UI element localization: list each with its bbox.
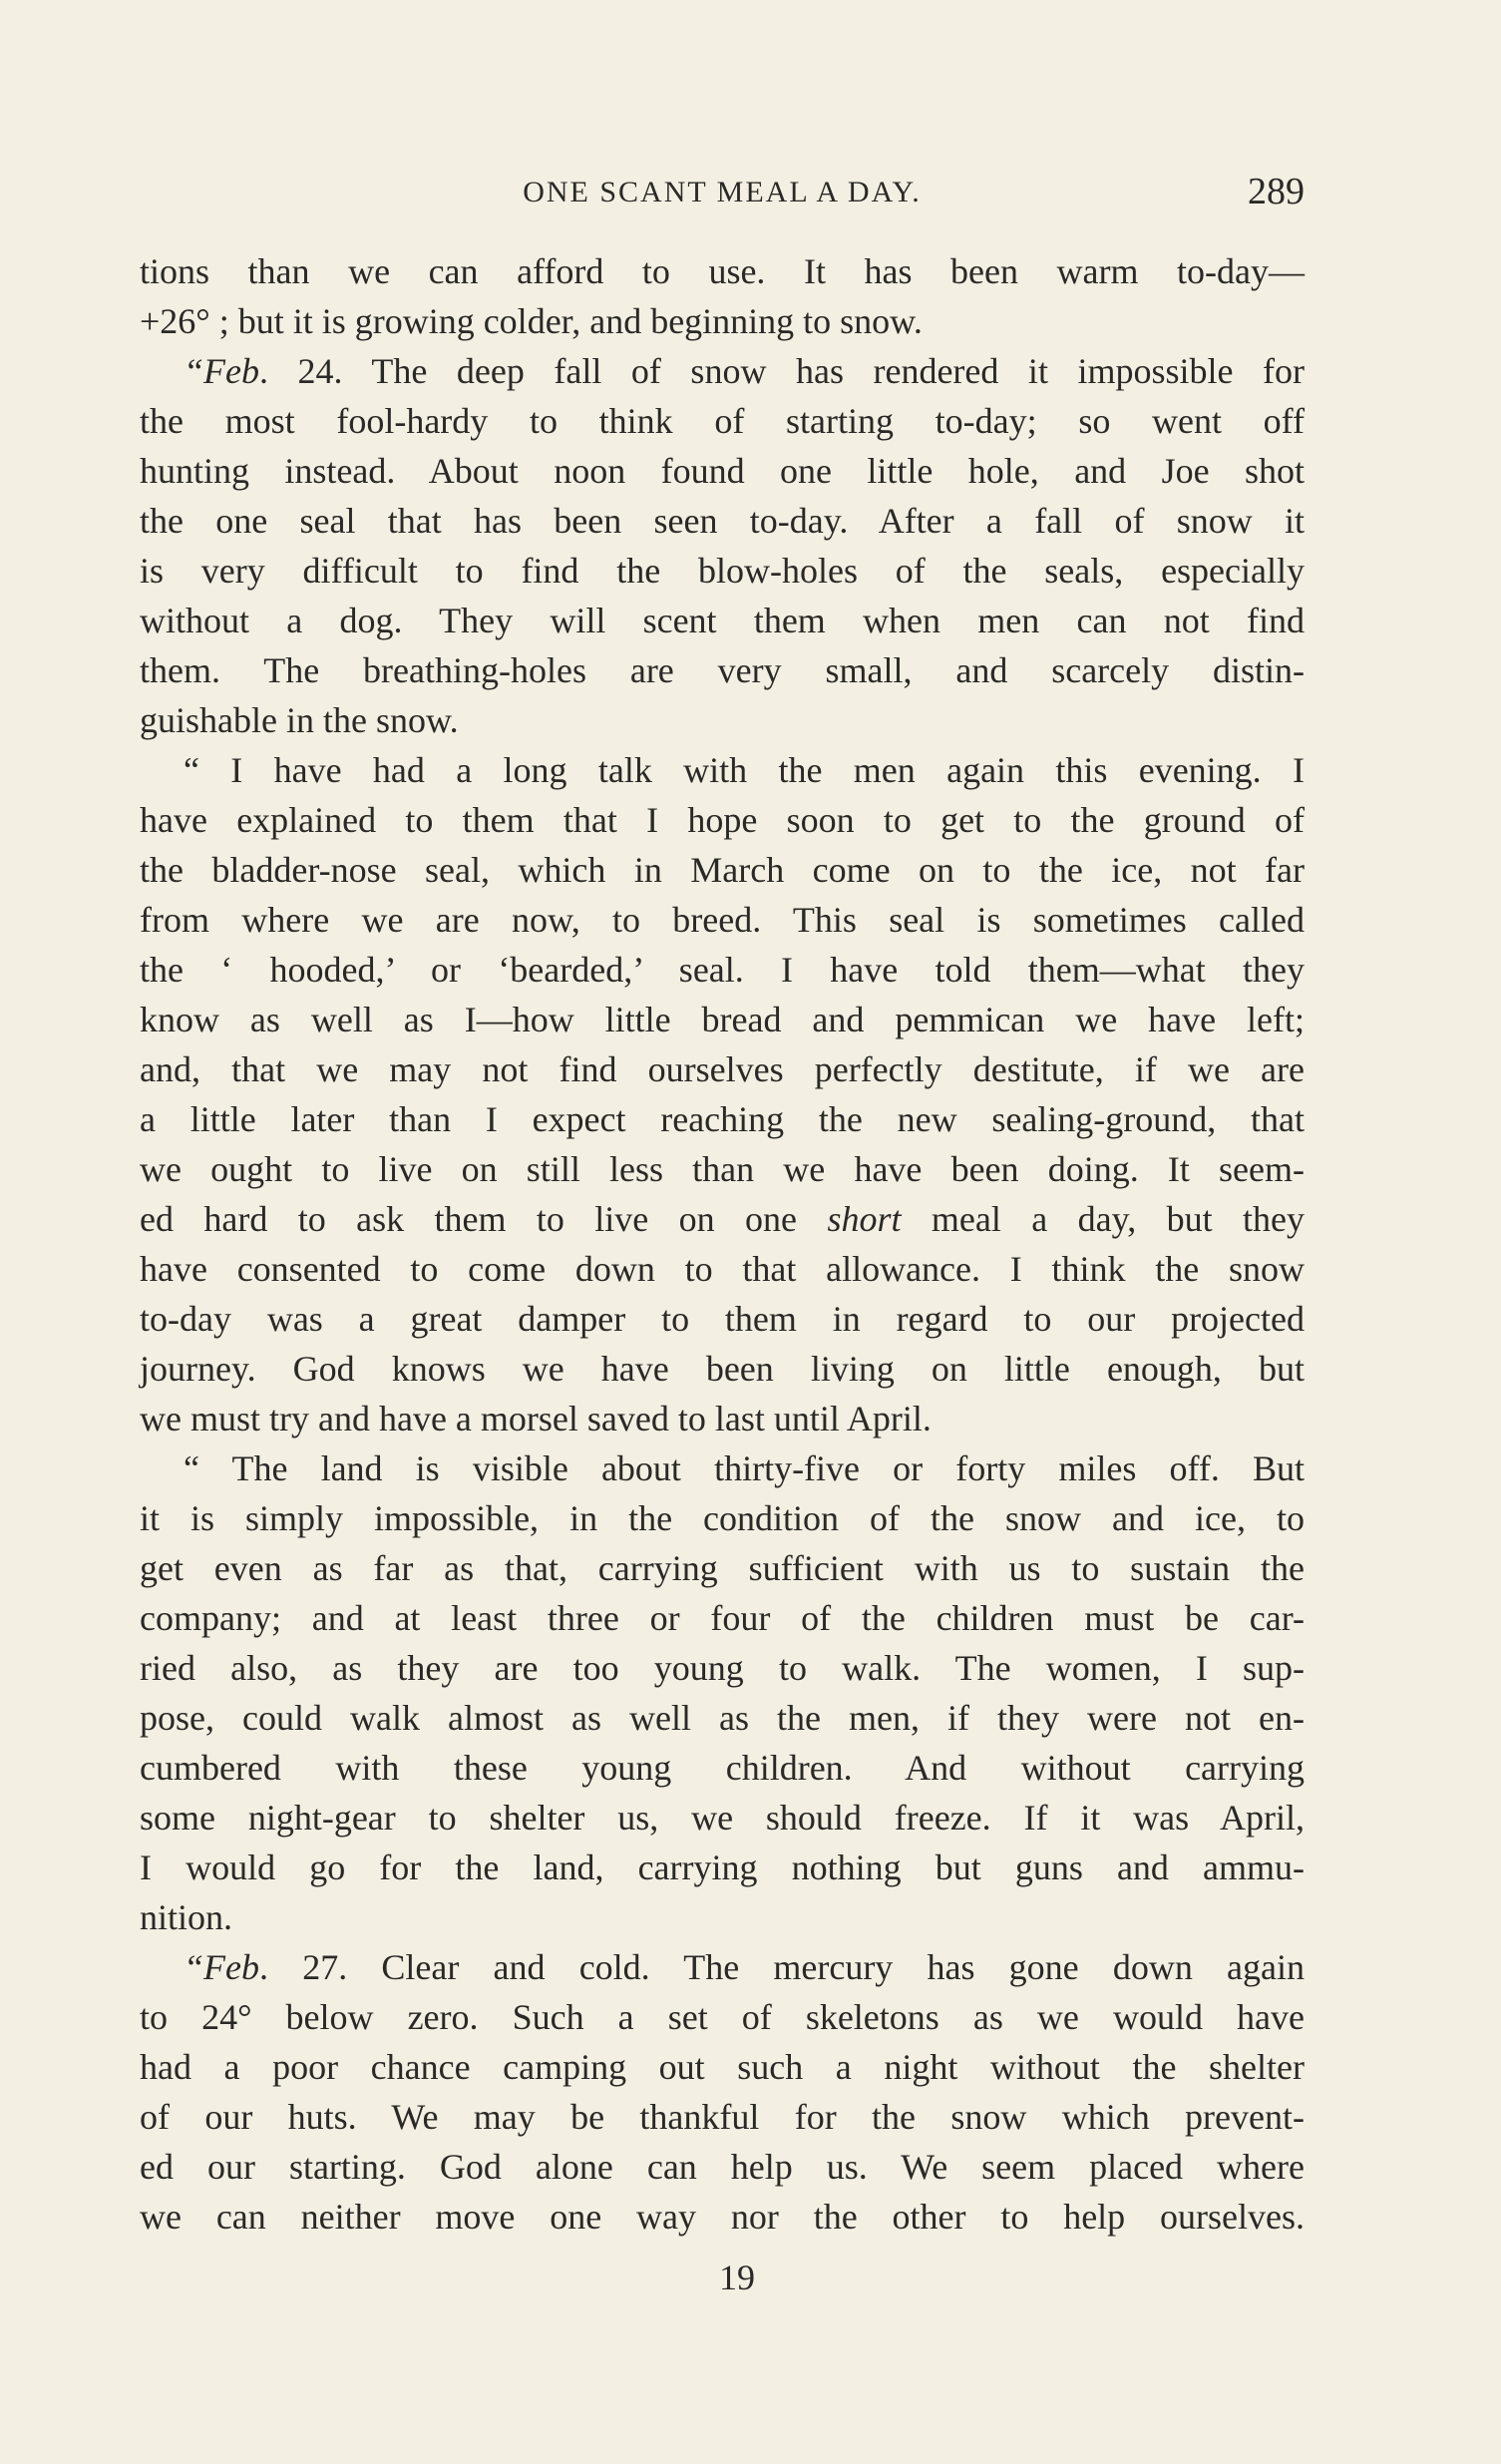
text-line: the one seal that has been seen to-day. After a fall of snow it xyxy=(140,501,1305,541)
text-line-start: ed hard to ask them to live on one xyxy=(140,1199,828,1239)
text-line: “ The land is visible about thirty-five or forty miles off. But xyxy=(184,1448,1305,1488)
text-line: from where we are now, to breed. This seal is sometimes called xyxy=(140,900,1305,940)
text-line: without a dog. They will scent them when men can not find xyxy=(140,601,1305,640)
text-line: guishable in the snow. xyxy=(140,700,459,740)
text-line: ed our starting. God alone can help us. We seem placed where xyxy=(140,2147,1305,2187)
page-header xyxy=(140,170,1305,219)
body-text xyxy=(140,246,1305,2242)
text-line-rest: . 24. The deep fall of snow has rendered it impossible for xyxy=(259,351,1305,391)
text-line: tions than we can afford to use. It has been warm to-day— xyxy=(140,251,1305,291)
text-line: pose, could walk almost as well as the men, if they were not en- xyxy=(140,1698,1305,1738)
text-line: it is simply impossible, in the condition of the snow and ice, to xyxy=(140,1498,1305,1538)
text-line: I would go for the land, carrying nothing but guns and ammu- xyxy=(140,1848,1305,1887)
text-line: had a poor chance camping out such a night without the shelter xyxy=(140,2047,1305,2087)
text-line: we can neither move one way nor the other to help ourselves. xyxy=(140,2197,1305,2237)
text-line: hunting instead. About noon found one little hole, and Joe shot xyxy=(140,451,1305,491)
text-line: the ‘ hooded,’ or ‘bearded,’ seal. I have told them—what they xyxy=(140,950,1305,990)
text-line: of our huts. We may be thankful for the snow which prevent- xyxy=(140,2097,1305,2137)
text-line-rest: . 27. Clear and cold. The mercury has gone down again xyxy=(259,1947,1305,1987)
text-line: journey. God knows we have been living on little enough, but xyxy=(140,1349,1305,1389)
text-line: the bladder-nose seal, which in March come on to the ice, not far xyxy=(140,850,1305,890)
page-number: 289 xyxy=(1248,171,1305,212)
text-line: have explained to them that I hope soon to get to the ground of xyxy=(140,800,1305,840)
text-line: cumbered with these young children. And without carrying xyxy=(140,1748,1305,1788)
text-line: some night-gear to shelter us, we should freeze. If it was April, xyxy=(140,1798,1305,1838)
text-line xyxy=(140,1942,1305,1992)
text-line-end: meal a day, but they xyxy=(931,1199,1306,1239)
text-line xyxy=(140,346,1305,396)
running-head: ONE SCANT MEAL A DAY. xyxy=(523,176,922,208)
text-line: ried also, as they are too young to walk. The women, I sup- xyxy=(140,1648,1305,1688)
text-line: nition. xyxy=(140,1897,233,1937)
text-line: “ I have had a long talk with the men again this evening. I xyxy=(184,750,1305,790)
text-line: +26° ; but it is growing colder, and beginning to snow. xyxy=(140,301,923,341)
text-line: and, that we may not find ourselves perfectly destitute, if we are xyxy=(140,1049,1305,1089)
text-line: we must try and have a morsel saved to last until April. xyxy=(140,1399,932,1438)
text-line: know as well as I—how little bread and pemmican we have left; xyxy=(140,1000,1305,1039)
text-line: to-day was a great damper to them in regard to our projected xyxy=(140,1299,1305,1339)
text-line: have consented to come down to that allowance. I think the snow xyxy=(140,1249,1305,1289)
text-line: get even as far as that, carrying sufficient with us to sustain the xyxy=(140,1548,1305,1588)
text-line: to 24° below zero. Such a set of skeletons as we would have xyxy=(140,1997,1305,2037)
text-line: company; and at least three or four of the children must be car- xyxy=(140,1598,1305,1638)
text-line: is very difficult to find the blow-holes of the seals, especially xyxy=(140,551,1305,591)
italic-date: “Feb xyxy=(184,1947,259,1987)
text-line: we ought to live on still less than we have been doing. It seem- xyxy=(140,1149,1305,1189)
signature-mark: 19 xyxy=(719,2258,755,2297)
italic-date: “Feb xyxy=(184,351,259,391)
text-line: them. The breathing-holes are very small, and scarcely distin- xyxy=(140,650,1305,690)
italic-word: short xyxy=(827,1199,902,1239)
text-line: a little later than I expect reaching the new sealing-ground, that xyxy=(140,1099,1305,1139)
text-line xyxy=(140,1194,1305,1244)
text-line: the most fool-hardy to think of starting to-day; so went off xyxy=(140,401,1305,441)
